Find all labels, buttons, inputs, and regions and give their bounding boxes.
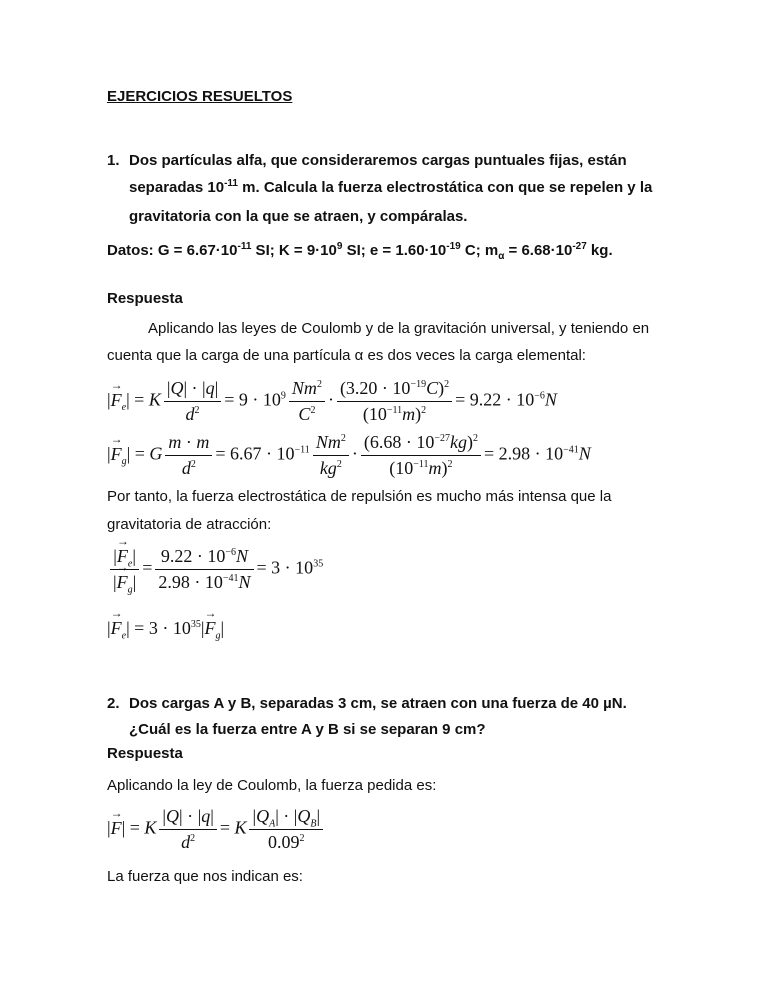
exercise-2-line-2: ¿Cuál es la fuerza entre A y B si se separan 9 cm? bbox=[129, 721, 486, 738]
exercise-2-paragraph-2: La fuerza que nos indican es: bbox=[107, 868, 303, 885]
exercise-1-paragraph-2-line-2: gravitatoria de atracción: bbox=[107, 516, 272, 533]
equation-force-ratio: $\frac{|\to F_e|}{|\to F_g|}$ = $\frac{9.22 \cdot 10^{-6}N}{2.98 \cdot 10^{-41}N}$ = $3 \cdot 10^{35}$ bbox=[107, 546, 323, 593]
exercise-2-respuesta-heading: Respuesta bbox=[107, 745, 183, 762]
equation-electric-force: |→ $F_e| = K$ $\frac{|Q| \cdot |q|}{d^2}$ = $9 \cdot 10^9$ $\frac{Nm^2}{C^2}$ · $\frac{(3.20 \cdot 10^{-19}C)^2}{(10^{-11}m)^2}$ = $9.22 \cdot 10^{-6}N$ bbox=[107, 378, 557, 425]
page-title: EJERCICIOS RESUELTOS bbox=[107, 88, 293, 105]
equation-gravitational-force: |→ $F_g| = G$ $\frac{m \cdot m}{d^2}$ = $6.67 \cdot 10^{-11}$ $\frac{Nm^2}{kg^2}$ · $\frac{(6.68 \cdot 10^{-27}kg)^2}{(10^{-11}m)^2}$ = $2.98 \cdot 10^{-41}N$ bbox=[107, 432, 591, 479]
exercise-1-line-2: separadas $10^{-11}$ m. Calcula la fuerza electrostática con que se repelen y la bbox=[129, 178, 653, 196]
exercise-2-number: 2. bbox=[107, 695, 120, 712]
equation-coulomb-general: |→ F| = K $\frac{|Q| \cdot |q|}{d^2}$ = K $\frac{|Q_A| \cdot |Q_B|}{0.09^2}$ bbox=[107, 806, 326, 853]
exercise-2-line-1: Dos cargas A y B, separadas 3 cm, se atraen con una fuerza de 40 µN. bbox=[129, 695, 627, 712]
exercise-1-paragraph-2-line-1: Por tanto, la fuerza electrostática de repulsión es mucho más intensa que la bbox=[107, 488, 612, 505]
exercise-1-line-1: Dos partículas alfa, que consideraremos cargas puntuales fijas, están bbox=[129, 152, 627, 169]
exercise-1-line-3: gravitatoria con la que se atraen, y compáralas. bbox=[129, 208, 468, 225]
exercise-1-datos: Datos: $G = 6.67\cdot 10^{-11}$ SI; $K = 9\cdot 10^9$ SI; $e = 1.60\cdot 10^{-19}$ C; $m_\alpha = 6.68\cdot 10^{-27}$ kg. bbox=[107, 241, 613, 262]
exercise-1-paragraph-1-line-1: Aplicando las leyes de Coulomb y de la gravitación universal, y teniendo en bbox=[148, 320, 650, 337]
exercise-2-paragraph-1: Aplicando la ley de Coulomb, la fuerza pedida es: bbox=[107, 777, 437, 794]
exercise-1-paragraph-1-line-2: cuenta que la carga de una partícula α es dos veces la carga elemental: bbox=[107, 347, 586, 364]
exercise-1-respuesta-heading: Respuesta bbox=[107, 290, 183, 307]
exercise-1-number: 1. bbox=[107, 152, 120, 169]
equation-force-relation: |→ $F_e| = 3 \cdot 10^{35}|\to F_g|$ bbox=[107, 618, 224, 639]
